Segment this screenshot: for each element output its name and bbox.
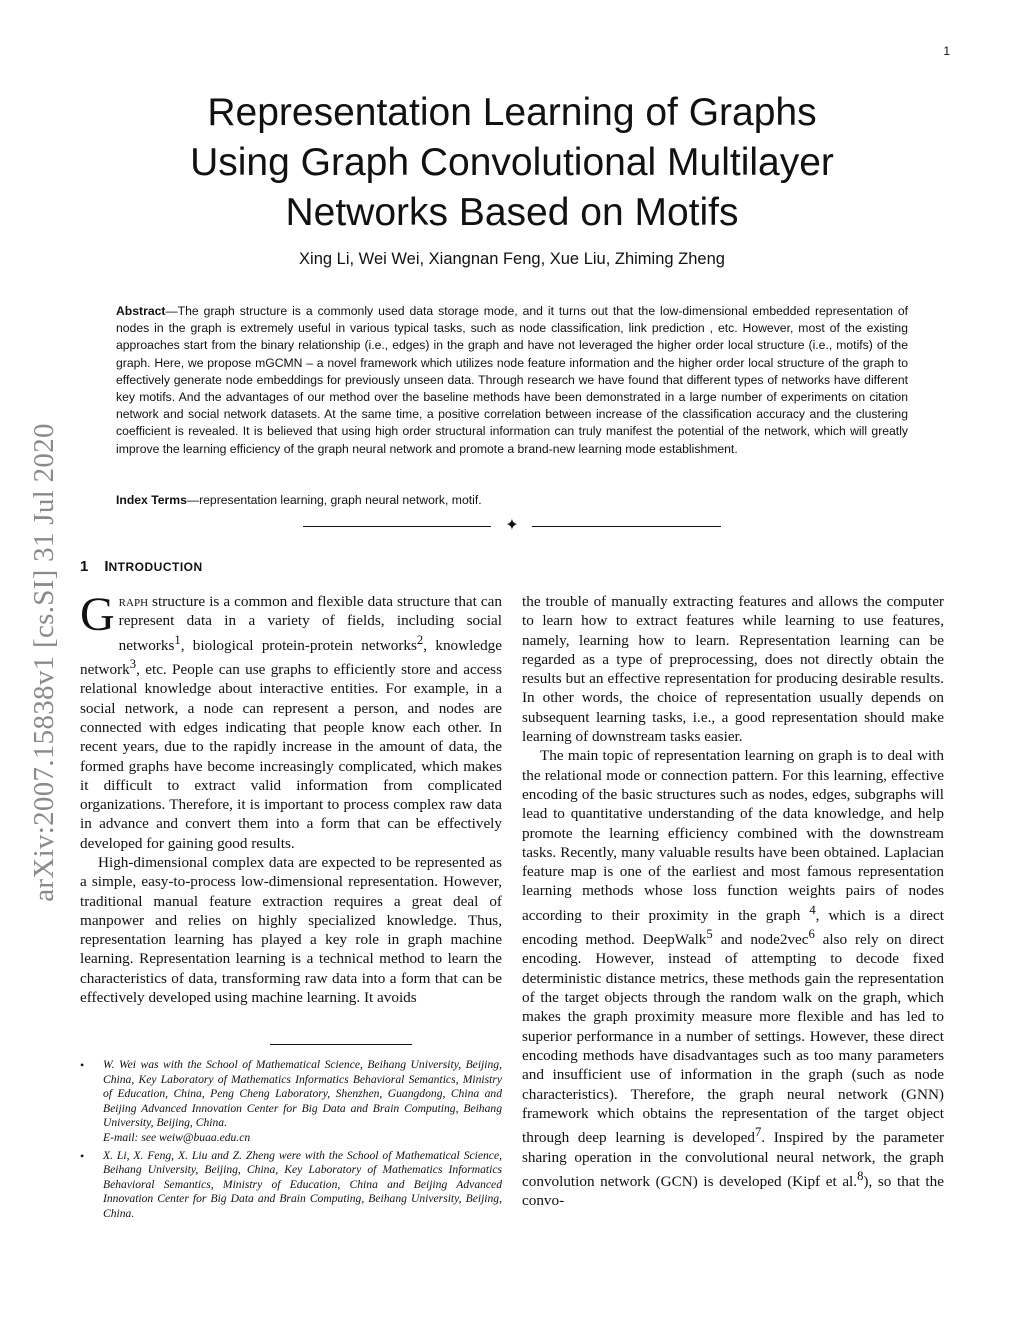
paragraph — [80, 588, 502, 853]
paragraph-text: also rely on direct encoding. However, instead of attempting to decode fixed deterministic distance metrics, these methods gain the representation of the target objects through the random walk on the graph, which makes the graph proximity measure more flexible and has led to superior performance in a number of settings. However, these direct encoding methods have disadvantages such as too many parameters and insufficient use of information in the graph (such as node characteristics). Therefore, the graph neural network (GNN) framework which obtains the representation of the target object through deep learning is developed — [522, 931, 944, 1147]
title-line: Using Graph Convolutional Multilayer — [190, 141, 834, 184]
abstract-text: —The graph structure is a commonly used data storage mode, and it turns out that the low-dimensional embedded representation of nodes in the graph is extremely useful in various typical tasks, such as node classification, link prediction , etc. However, most of the existing approaches start from the binary relationship (i.e., edges) in the graph and have not leveraged the higher order local structure (i.e., motifs) of the graph. Here, we propose mGCMN – a novel framework which utilizes node feature information and the higher order local structure of the graph to effectively generate node embeddings for previously unseen data. Through research we have found that different types of networks have different key motifs. And the advantages of our method over the baseline methods have been demonstrated in a large number of experiments on citation network and social network datasets. At the same time, a positive correlation between increase of the classification accuracy and the clustering coefficient is revealed. It is believed that using high order structural information can truly manifest the potential of the network, which will greatly improve the learning efficiency of the graph neural network and promote a brand-new learning mode establishment. — [116, 304, 908, 456]
title-line: Networks Based on Motifs — [285, 191, 739, 234]
section-number: 1 — [80, 558, 89, 575]
section-heading-introduction — [80, 558, 203, 575]
index-terms-text: —representation learning, graph neural network, motif. — [186, 493, 482, 507]
paper-title — [120, 88, 904, 238]
author-list: Xing Li, Wei Wei, Xiangnan Feng, Xue Liu, Zhiming Zheng — [299, 250, 725, 268]
footnote-email: E-mail: see weiw@buaa.edu.cn — [103, 1130, 251, 1144]
footnote-text: W. Wei was with the School of Mathematical Science, Beihang University, Beijing, China, Key Laboratory of Mathematics Informatics Behavioral Semantics, Ministry of Education, China, Peng Cheng Laboratory, Shenzhen, Guangdong, China and Beijing Advanced Innovation Center for Big Data and Brain Computing, Beihang University, Beijing, China. — [103, 1058, 502, 1130]
abstract-label: Abstract — [116, 304, 166, 318]
citation-ref: 8 — [857, 1168, 864, 1183]
page-number: 1 — [943, 44, 950, 58]
paragraph: High-dimensional complex data are expected to be represented as a simple, easy-to-process low-dimensional representation. However, traditional manual feature extraction requires a great deal of manpower and relies on highly specialized knowledge. Thus, representation learning has played a key role in graph machine learning. Representation learning is a technical method to learn the characteristics of data, transforming raw data into a form that can be effectively developed using machine learning. It avoids — [80, 853, 502, 1007]
paragraph-text: , knowledge network — [80, 636, 502, 679]
paragraph: the trouble of manually extracting features and allows the computer to learn how to extract features while learning to use features, namely, learning how to learn. Representation learning can be regarded as a type of preprocessing, does not directly obtain the results but an effective representation for producing desirable results. In other words, the choice of representation usually depends on subsequent learning tasks, i.e., a good representation should make learning of downstream tasks easier. — [522, 593, 944, 746]
footnotes — [80, 1058, 502, 1225]
section-title-initial: I — [104, 558, 109, 575]
bullet-icon: • — [80, 1148, 85, 1163]
paragraph-text: , etc. People can use graphs to efficiently store and access relational knowledge about interactive entities. For example, in a social network, a node can represent a person, and nodes are connected with edges indicating that people know each other. In recent years, due to the rapidly increase in the amount of data, the formed graphs have become increasingly complicated, which makes it difficult to extract valid information from complicated organizations. Therefore, it is important to process complex raw data in advance and convert them into a form that can be effectively developed for gaining good results. — [80, 661, 502, 852]
section-title-rest: NTRODUCTION — [108, 560, 203, 574]
citation-ref: 7 — [754, 1125, 762, 1140]
paragraph-text: The main topic of representation learning on graph is to deal with the relational mode or connection pattern. For this learning, effective encoding of the basic structures such as nodes, edges, subgraphs will lead to quantitative understanding of the data knowledge, and help promote the learning efficiency combined with the downstream tasks. Recently, many valuable results have been obtained. Laplacian feature map is one of the earliest and most famous representation learning methods whose loss function weights pairs of nodes according to their proximity in the graph — [522, 747, 944, 924]
right-column — [522, 592, 944, 1210]
title-line: Representation Learning of Graphs — [207, 91, 817, 134]
citation-ref: 4 — [809, 902, 816, 917]
left-column — [80, 588, 502, 1007]
separator-rule-right — [532, 526, 721, 527]
arxiv-identifier: arXiv:2007.15838v1 [cs.SI] 31 Jul 2020 — [27, 423, 60, 902]
bullet-icon: • — [80, 1058, 85, 1072]
index-terms-label: Index Terms — [116, 493, 187, 507]
index-terms — [116, 493, 908, 507]
paragraph-text: . Inspired by the parameter sharing operation in the convolutional neural network, the graph convolution network (GCN) is developed (Kipf et al. — [522, 1129, 944, 1190]
citation-ref: 2 — [416, 632, 424, 647]
paragraph-text: ), so that the convo- — [522, 1172, 944, 1210]
abstract — [116, 303, 908, 458]
paragraph-text: structure is a common and flexible data structure that can represent data in a variety of fields, including social networks — [118, 593, 502, 654]
footnote-text: X. Li, X. Feng, X. Liu and Z. Zheng were with the School of Mathematical Science, Beihang University, Beijing, China, Key Laboratory of Mathematics Informatics Behavioral Semantics, Ministry of Education, China and Beijing Advanced Innovation Center for Big Data and Brain Computing, Beihang University, Beijing, China. — [103, 1148, 502, 1220]
paragraph-text: , biological protein-protein networks — [180, 636, 417, 654]
paragraph-text: , which is a direct encoding method. DeepWalk — [522, 906, 945, 949]
citation-ref: 5 — [706, 927, 713, 942]
separator-diamond-icon: ✦ — [505, 517, 519, 534]
arxiv-side-stamp — [20, 380, 68, 945]
footnote — [80, 1149, 502, 1222]
paragraph — [522, 746, 944, 1210]
citation-ref: 1 — [174, 632, 181, 647]
footnote-rule — [270, 1044, 412, 1045]
citation-ref: 6 — [808, 927, 815, 942]
paragraph-text: and node2vec — [712, 931, 809, 949]
citation-ref: 3 — [129, 656, 137, 671]
footnote — [80, 1058, 502, 1146]
drop-cap: G — [80, 588, 115, 641]
smallcaps-word: raph — [118, 593, 149, 610]
separator-rule-left — [303, 526, 491, 527]
